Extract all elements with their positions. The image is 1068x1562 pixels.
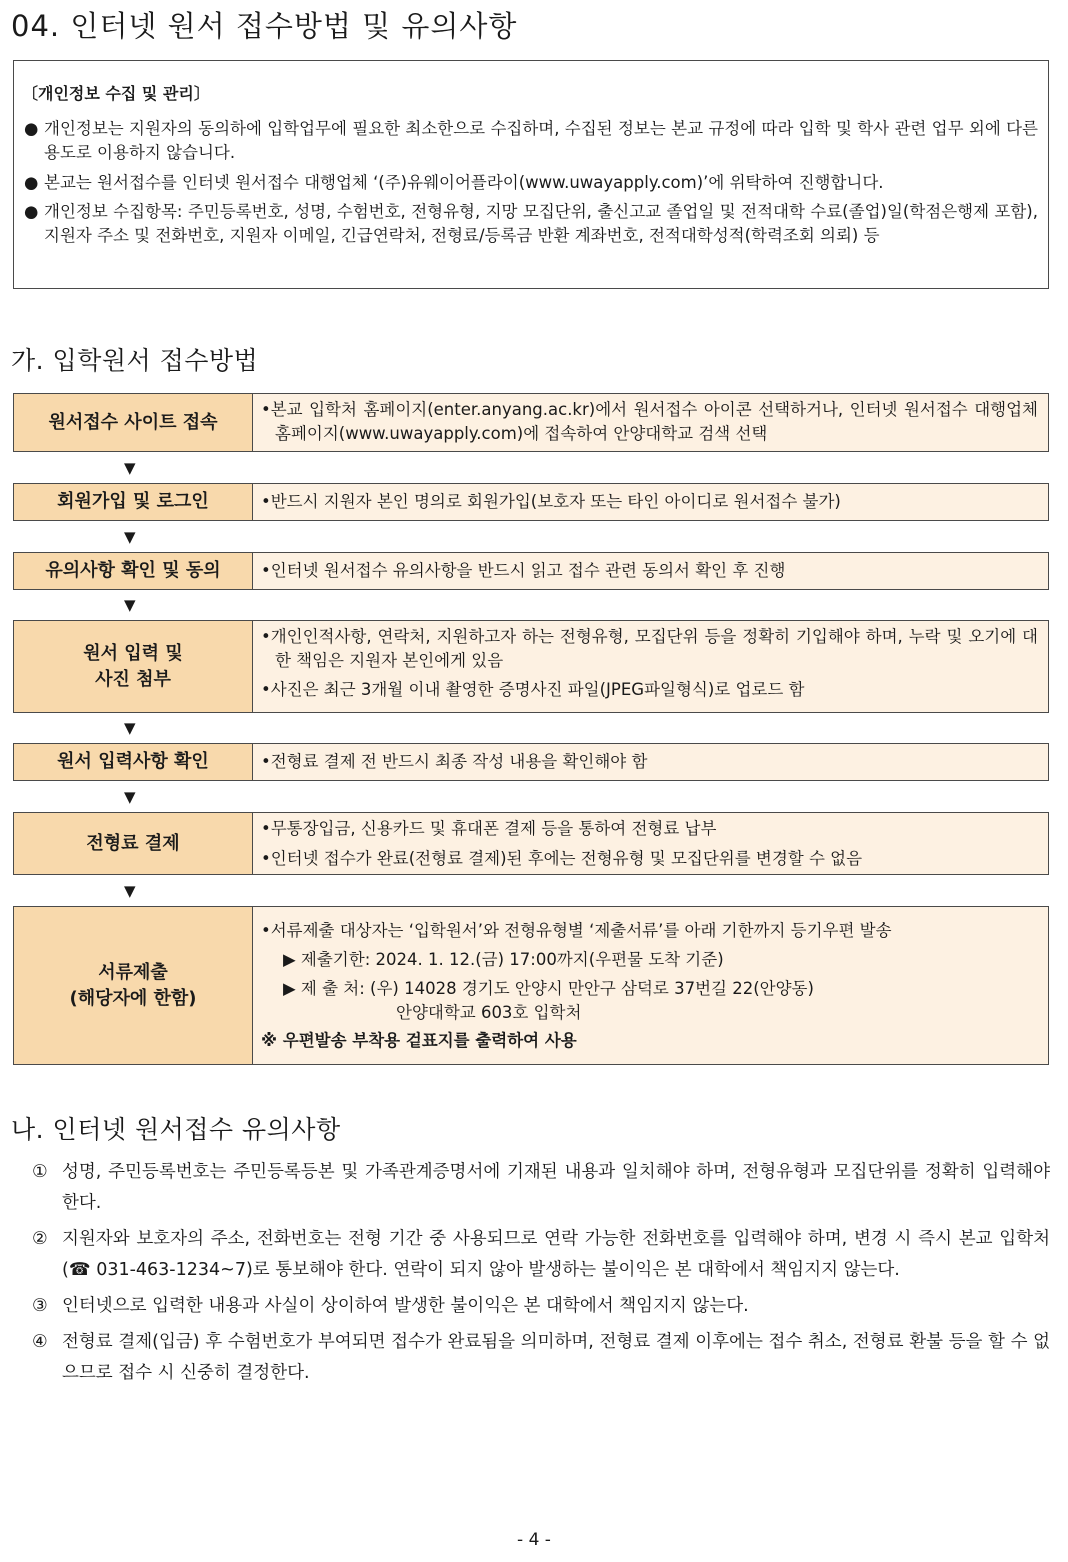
bullet-icon: ●: [24, 173, 39, 192]
privacy-item: ● 개인정보는 지원자의 동의하에 입학업무에 필요한 최소한으로 수집하며, 수집된 정보는 본교 규정에 따라 입학 및 학사 관련 업무 외에 다른 용도로 이용하지 않습니다.: [24, 119, 1038, 162]
step-input-photo: [13, 620, 1049, 713]
note-number: ④: [32, 1332, 48, 1352]
notes-list: [32, 1157, 1050, 1394]
list-item: ② 지원자와 보호자의 주소, 전화번호는 전형 기간 중 사용되므로 연락 가능한 전화번호를 입력해야 하며, 변경 시 즉시 본교 입학처(☎ 031-463-1234~7)로 통보해야 한다. 연락이 되지 않아 발생하는 불이익은 본 대학에서 책임지지 않는다.: [32, 1224, 1050, 1286]
list-item: ③ 인터넷으로 입력한 내용과 사실이 상이하여 발생한 불이익은 본 대학에서 책임지지 않는다.: [32, 1291, 1050, 1322]
step-line: •인터넷 원서접수 유의사항을 반드시 읽고 접수 관련 동의서 확인 후 진행: [261, 561, 786, 580]
step-body: [253, 907, 1048, 1064]
step-line: •사진은 최근 3개월 이내 촬영한 증명사진 파일(JPEG파일형식)로 업로드 함: [261, 680, 805, 699]
step-line: •전형료 결제 전 반드시 최종 작성 내용을 확인해야 함: [261, 752, 648, 771]
step-body: [253, 553, 1048, 589]
step-document-submission: [13, 906, 1049, 1065]
step-label: 원서 입력 및 사진 첨부: [14, 621, 253, 712]
list-item: ① 성명, 주민등록번호는 주민등록등본 및 가족관계증명서에 기재된 내용과 일치해야 하며, 전형유형과 모집단위를 정확히 입력해야 한다.: [32, 1157, 1050, 1219]
step-label: 유의사항 확인 및 동의: [14, 553, 253, 589]
step-line: •인터넷 접수가 완료(전형료 결제)된 후에는 전형유형 및 모집단위를 변경할 수 없음: [261, 849, 863, 868]
step-payment: [13, 812, 1049, 875]
privacy-item: ● 개인정보 수집항목: 주민등록번호, 성명, 수험번호, 전형유형, 지망 모집단위, 출신고교 졸업일 및 전적대학 수료(졸업)일(학점은행제 포함), 지원자 주소 및 전화번호, 지원자 이메일, 긴급연락처, 전형료/등록금 반환 계좌번호, 전적대학성적(학력조회 의뢰) 등: [24, 202, 1038, 245]
down-arrow-icon: ▼: [124, 719, 136, 737]
page-number: - 4 -: [517, 1530, 551, 1550]
step-body: [253, 813, 1048, 874]
down-arrow-icon: ▼: [124, 459, 136, 477]
step-label: 원서접수 사이트 접속: [14, 394, 253, 451]
step-body: [253, 394, 1048, 451]
bullet-icon: ●: [24, 202, 39, 221]
step-body: [253, 484, 1048, 520]
step-signup-login: [13, 483, 1049, 521]
step-line: •본교 입학처 홈페이지(enter.anyang.ac.kr)에서 원서접수 아이콘 선택하거나, 인터넷 원서접수 대행업체 홈페이지(www.uwayapply.com)에 접속하여 안양대학교 검색 선택: [261, 400, 1038, 443]
step-label: 서류제출 (해당자에 한함): [14, 907, 253, 1064]
step-label: 전형료 결제: [14, 813, 253, 874]
step-site-access: [13, 393, 1049, 452]
down-arrow-icon: ▼: [124, 788, 136, 806]
page-title: 04. 인터넷 원서 접수방법 및 유의사항: [11, 9, 518, 43]
step-body: [253, 621, 1048, 712]
privacy-notice-box: [13, 60, 1049, 289]
step-line: •반드시 지원자 본인 명의로 회원가입(보호자 또는 타인 아이디로 원서접수 불가): [261, 492, 841, 511]
section-b-title: 나. 인터넷 원서접수 유의사항: [11, 1115, 341, 1144]
down-arrow-icon: ▼: [124, 528, 136, 546]
step-label: 원서 입력사항 확인: [14, 744, 253, 780]
step-line: •서류제출 대상자는 ‘입학원서’와 전형유형별 ‘제출서류’를 아래 기한까지 등기우편 발송: [261, 921, 892, 940]
address-line-2: 안양대학교 603호 입학처: [396, 1003, 582, 1022]
deadline-line: ▶ 제출기한: 2024. 1. 12.(금) 17:00까지(우편물 도착 기준): [283, 950, 724, 969]
note-number: ③: [32, 1296, 48, 1316]
privacy-heading: 〔개인정보 수집 및 관리〕: [22, 84, 210, 103]
step-line: •무통장입금, 신용카드 및 휴대폰 결제 등을 통하여 전형료 납부: [261, 819, 717, 838]
address-line: ▶ 제 출 처: (우) 14028 경기도 안양시 만안구 삼덕로 37번길 22(안양동): [283, 979, 814, 998]
section-a-title: 가. 입학원서 접수방법: [11, 346, 259, 375]
privacy-item: ● 본교는 원서접수를 인터넷 원서접수 대행업체 ‘(주)유웨이어플라이(www.uwayapply.com)’에 위탁하여 진행합니다.: [22, 171, 1038, 195]
cover-sheet-note: ※ 우편발송 부착용 겉표지를 출력하여 사용: [261, 1031, 577, 1050]
step-line: •개인인적사항, 연락처, 지원하고자 하는 전형유형, 모집단위 등을 정확히 기입해야 하며, 누락 및 오기에 대한 책임은 지원자 본인에게 있음: [261, 627, 1038, 670]
down-arrow-icon: ▼: [124, 882, 136, 900]
note-number: ①: [32, 1162, 48, 1182]
step-agree-notice: [13, 552, 1049, 590]
list-item: ④ 전형료 결제(입금) 후 수험번호가 부여되면 접수가 완료됨을 의미하며, 전형료 결제 이후에는 접수 취소, 전형료 환불 등을 할 수 없으므로 접수 시 신중히 결정한다.: [32, 1327, 1050, 1389]
step-body: [253, 744, 1048, 780]
step-label: 회원가입 및 로그인: [14, 484, 253, 520]
step-confirm-input: [13, 743, 1049, 781]
note-number: ②: [32, 1229, 48, 1249]
bullet-icon: ●: [24, 119, 39, 138]
down-arrow-icon: ▼: [124, 596, 136, 614]
